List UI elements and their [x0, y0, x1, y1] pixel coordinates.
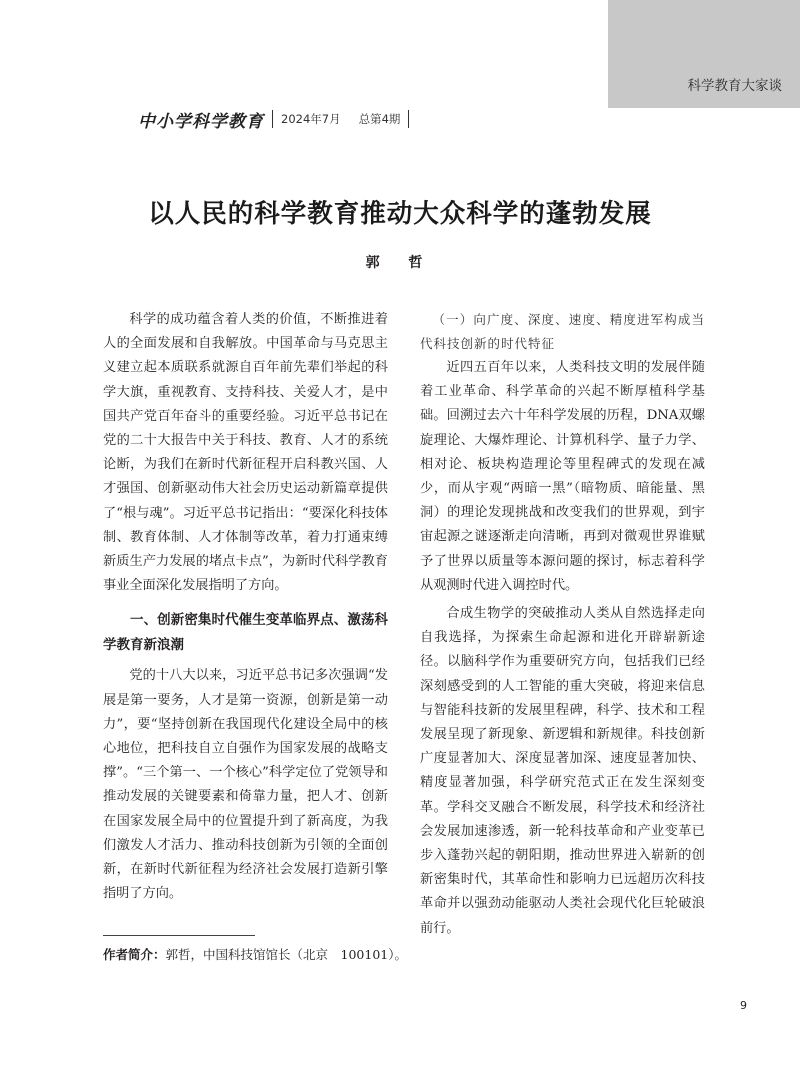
section-heading: 一、创新密集时代催生变革临界点、激荡科学教育新浪潮 — [103, 612, 388, 654]
author-bio — [103, 945, 703, 963]
issue-date: 2024年7月 — [281, 112, 341, 126]
masthead-divider-end — [408, 110, 409, 128]
intro-paragraph: 科学的成功蕴含着人类的价值，不断推进着人的全面发展和自我解放。中国革命与马克思主义建立起本质联系就源自百年前先辈们举起的科学大旗，重视教育、支持科技、关爱人才，是中国共产党百年奋斗的重要经验。习近平总书记在党的二十大报告中关于科技、教育、人才的系统论断，为我们在新时代新征程开启科教兴国、人才强国、创新驱动伟大社会历史运动新篇章提供了“根与魂”。习近平总书记指出：“要深化科技体制、教育体制、人才体制等改革，着力打通束缚新质生产力发展的堵点卡点”，为新时代科学教育事业全面深化发展指明了方向。 — [103, 312, 388, 594]
subsection-heading: （一）向广度、深度、速度、精度进军构成当代科技创新的时代特征 — [420, 312, 705, 351]
author-bio-label: 作者简介： — [103, 947, 166, 962]
footnote-rule — [103, 935, 255, 936]
author-bio-text: 郭哲，中国科技馆馆长（北京 100101）。 — [165, 947, 407, 962]
page-number: 9 — [740, 999, 747, 1012]
left-column — [103, 308, 388, 906]
section-paragraph: 党的十八大以来，习近平总书记多次强调“发展是第一要务，人才是第一资源，创新是第一动力”，要“坚持创新在我国现代化建设全局中的核心地位，把科技自立自强作为国家发展的战略支撑”。“三个第一、一个核心”科学定位了党领导和推动发展的关键要素和倚靠力量，把人才、创新在国家发展全局中的位置提升到了新高度，为我们激发人才活力、推动科技创新为引领的全面创新，在新时代新征程为经济社会发展打造新引擎指明了方向。 — [103, 668, 388, 902]
section-tab — [608, 0, 800, 108]
section-tab-label: 科学教育大家谈 — [687, 78, 782, 94]
right-column — [420, 308, 705, 941]
body-paragraph: 近四五百年以来，人类科技文明的发展伴随着工业革命、科学革命的兴起不断厚植科学基础。回溯过去六十年科学发展的历程，DNA双螺旋理论、大爆炸理论、计算机科学、量子力学、相对论、板块构造理论等里程碑式的发现在减少，而从宇观“两暗一黑”（暗物质、暗能量、黑洞）的理论发现挑战和改变我们的世界观，到宇宙起源之谜逐渐走向清晰，再到对微观世界谁赋予了世界以质量等本源问题的探讨，标志着科学从观测时代进入调控时代。 — [420, 360, 705, 593]
article-author: 郭 哲 — [365, 255, 435, 271]
masthead-divider — [272, 110, 273, 128]
journal-masthead — [138, 106, 417, 132]
issue-number: 总第4期 — [358, 112, 401, 126]
journal-logo: 中小学科学教育 — [138, 111, 264, 132]
article-title: 以人民的科学教育推动大众科学的蓬勃发展 — [148, 199, 652, 229]
body-paragraph: 合成生物学的突破推动人类从自然选择走向自我选择，为探索生命起源和进化开辟崭新途径。以脑科学作为重要研究方向，包括我们已经深刻感受到的人工智能的重大突破，将迎来信息与智能科技新的发展里程碑，科学、技术和工程发展呈现了新现象、新逻辑和新规律。科技创新广度显著加大、深度显著加深、速度显著加快、精度显著加强，科学研究范式正在发生深刻变革。学科交叉融合不断发展，科学技术和经济社会发展加速渗透，新一轮科技革命和产业变革已步入蓬勃兴起的朝阳期，推动世界进入崭新的创新密集时代，其革命性和影响力已远超历次科技革命并以强劲动能驱动人类社会现代化巨轮破浪前行。 — [420, 606, 705, 936]
